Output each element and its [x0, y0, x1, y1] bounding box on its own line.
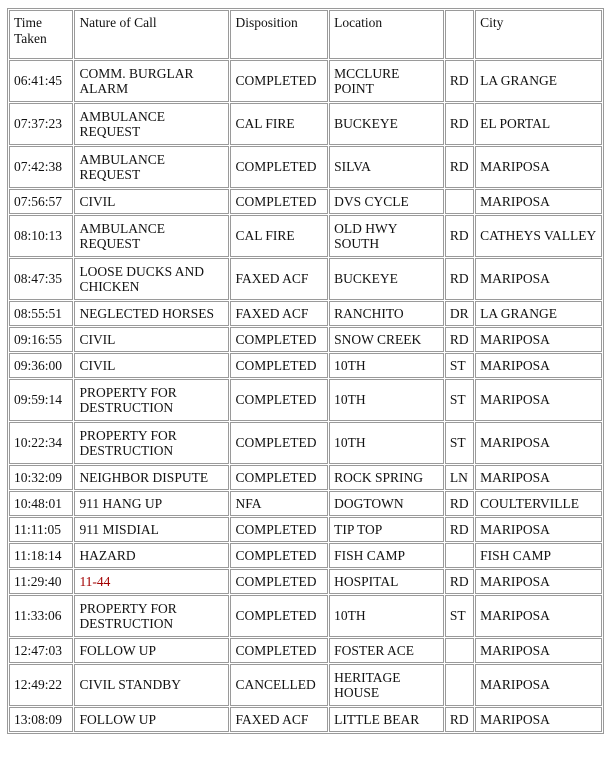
header-row [9, 10, 602, 59]
city-cell: MARIPOSA [475, 379, 602, 421]
street-suffix-cell: RD [445, 517, 474, 542]
disposition-cell: FAXED ACF [230, 258, 328, 300]
street-suffix-cell: ST [445, 353, 474, 378]
nature-cell: 911 HANG UP [74, 491, 229, 516]
location-cell: MCCLURE POINT [329, 60, 444, 102]
disposition-cell: CANCELLED [230, 664, 328, 706]
city-cell: MARIPOSA [475, 189, 602, 214]
nature-cell: CIVIL STANDBY [74, 664, 229, 706]
nature-cell: AMBULANCE REQUEST [74, 146, 229, 188]
column-header-street-suffix [445, 10, 474, 59]
table-row [9, 543, 602, 568]
time-cell: 11:29:40 [9, 569, 73, 594]
city-cell: CATHEYS VALLEY [475, 215, 602, 257]
table-row [9, 465, 602, 490]
time-cell: 11:18:14 [9, 543, 73, 568]
street-suffix-cell: LN [445, 465, 474, 490]
city-cell: MARIPOSA [475, 638, 602, 663]
street-suffix-cell [445, 638, 474, 663]
location-cell: FOSTER ACE [329, 638, 444, 663]
time-cell: 09:36:00 [9, 353, 73, 378]
nature-cell: CIVIL [74, 189, 229, 214]
location-cell: BUCKEYE [329, 103, 444, 145]
nature-cell: CIVIL [74, 327, 229, 352]
street-suffix-cell: RD [445, 215, 474, 257]
disposition-cell: CAL FIRE [230, 103, 328, 145]
location-cell: DVS CYCLE [329, 189, 444, 214]
nature-cell: FOLLOW UP [74, 638, 229, 663]
city-cell: FISH CAMP [475, 543, 602, 568]
nature-cell: 911 MISDIAL [74, 517, 229, 542]
street-suffix-cell: RD [445, 327, 474, 352]
time-cell: 12:47:03 [9, 638, 73, 663]
street-suffix-cell: ST [445, 379, 474, 421]
disposition-cell: COMPLETED [230, 327, 328, 352]
time-cell: 07:37:23 [9, 103, 73, 145]
column-header-disposition: Disposition [230, 10, 328, 59]
city-cell: LA GRANGE [475, 301, 602, 326]
nature-cell: HAZARD [74, 543, 229, 568]
call-log-table [7, 8, 604, 734]
nature-cell: COMM. BURGLAR ALARM [74, 60, 229, 102]
time-cell: 07:42:38 [9, 146, 73, 188]
street-suffix-cell [445, 664, 474, 706]
nature-cell: PROPERTY FOR DESTRUCTION [74, 595, 229, 637]
table-row [9, 60, 602, 102]
city-cell: MARIPOSA [475, 465, 602, 490]
disposition-cell: FAXED ACF [230, 301, 328, 326]
disposition-cell: COMPLETED [230, 422, 328, 464]
time-cell: 10:32:09 [9, 465, 73, 490]
disposition-cell: NFA [230, 491, 328, 516]
nature-cell: NEIGHBOR DISPUTE [74, 465, 229, 490]
location-cell: HERITAGE HOUSE [329, 664, 444, 706]
city-cell: MARIPOSA [475, 422, 602, 464]
table-row [9, 189, 602, 214]
street-suffix-cell: RD [445, 146, 474, 188]
nature-cell: LOOSE DUCKS AND CHICKEN [74, 258, 229, 300]
street-suffix-cell: RD [445, 60, 474, 102]
table-row [9, 569, 602, 594]
disposition-cell: FAXED ACF [230, 707, 328, 732]
city-cell: MARIPOSA [475, 327, 602, 352]
nature-cell: PROPERTY FOR DESTRUCTION [74, 422, 229, 464]
street-suffix-cell: DR [445, 301, 474, 326]
city-cell: MARIPOSA [475, 517, 602, 542]
street-suffix-cell: RD [445, 103, 474, 145]
city-cell: COULTERVILLE [475, 491, 602, 516]
time-cell: 11:11:05 [9, 517, 73, 542]
location-cell: LITTLE BEAR [329, 707, 444, 732]
disposition-cell: COMPLETED [230, 595, 328, 637]
location-cell: FISH CAMP [329, 543, 444, 568]
time-cell: 10:22:34 [9, 422, 73, 464]
call-log-body [9, 60, 602, 732]
location-cell: 10TH [329, 379, 444, 421]
location-cell: DOGTOWN [329, 491, 444, 516]
time-cell: 07:56:57 [9, 189, 73, 214]
table-row [9, 595, 602, 637]
disposition-cell: COMPLETED [230, 353, 328, 378]
table-row [9, 491, 602, 516]
street-suffix-cell: ST [445, 422, 474, 464]
city-cell: MARIPOSA [475, 664, 602, 706]
location-cell: ROCK SPRING [329, 465, 444, 490]
city-cell: EL PORTAL [475, 103, 602, 145]
disposition-cell: COMPLETED [230, 569, 328, 594]
table-row [9, 258, 602, 300]
table-row [9, 422, 602, 464]
street-suffix-cell: ST [445, 595, 474, 637]
street-suffix-cell: RD [445, 258, 474, 300]
table-row [9, 707, 602, 732]
location-cell: SNOW CREEK [329, 327, 444, 352]
location-cell: 10TH [329, 353, 444, 378]
disposition-cell: COMPLETED [230, 465, 328, 490]
city-cell: MARIPOSA [475, 258, 602, 300]
time-cell: 11:33:06 [9, 595, 73, 637]
city-cell: MARIPOSA [475, 353, 602, 378]
nature-cell: NEGLECTED HORSES [74, 301, 229, 326]
table-row [9, 638, 602, 663]
nature-cell: AMBULANCE REQUEST [74, 103, 229, 145]
nature-cell: FOLLOW UP [74, 707, 229, 732]
street-suffix-cell: RD [445, 569, 474, 594]
location-cell: TIP TOP [329, 517, 444, 542]
city-cell: LA GRANGE [475, 60, 602, 102]
location-cell: 10TH [329, 422, 444, 464]
disposition-cell: COMPLETED [230, 517, 328, 542]
location-cell: BUCKEYE [329, 258, 444, 300]
column-header-nature-of-call: Nature of Call [74, 10, 229, 59]
disposition-cell: CAL FIRE [230, 215, 328, 257]
time-cell: 10:48:01 [9, 491, 73, 516]
table-row [9, 103, 602, 145]
table-row [9, 327, 602, 352]
table-row [9, 215, 602, 257]
time-cell: 08:55:51 [9, 301, 73, 326]
time-cell: 13:08:09 [9, 707, 73, 732]
table-row [9, 146, 602, 188]
time-cell: 12:49:22 [9, 664, 73, 706]
time-cell: 09:59:14 [9, 379, 73, 421]
location-cell: SILVA [329, 146, 444, 188]
city-cell: MARIPOSA [475, 146, 602, 188]
disposition-cell: COMPLETED [230, 60, 328, 102]
city-cell: MARIPOSA [475, 595, 602, 637]
location-cell: OLD HWY SOUTH [329, 215, 444, 257]
street-suffix-cell [445, 189, 474, 214]
time-cell: 06:41:45 [9, 60, 73, 102]
column-header-city: City [475, 10, 602, 59]
table-row [9, 664, 602, 706]
location-cell: HOSPITAL [329, 569, 444, 594]
city-cell: MARIPOSA [475, 707, 602, 732]
location-cell: 10TH [329, 595, 444, 637]
nature-cell: PROPERTY FOR DESTRUCTION [74, 379, 229, 421]
time-cell: 09:16:55 [9, 327, 73, 352]
disposition-cell: COMPLETED [230, 543, 328, 568]
city-cell: MARIPOSA [475, 569, 602, 594]
table-row [9, 379, 602, 421]
street-suffix-cell: RD [445, 491, 474, 516]
disposition-cell: COMPLETED [230, 638, 328, 663]
nature-cell: AMBULANCE REQUEST [74, 215, 229, 257]
table-row [9, 517, 602, 542]
time-cell: 08:10:13 [9, 215, 73, 257]
column-header-time-taken: Time Taken [9, 10, 73, 59]
table-row [9, 301, 602, 326]
time-cell: 08:47:35 [9, 258, 73, 300]
nature-cell: 11-44 [74, 569, 229, 594]
disposition-cell: COMPLETED [230, 379, 328, 421]
street-suffix-cell [445, 543, 474, 568]
location-cell: RANCHITO [329, 301, 444, 326]
disposition-cell: COMPLETED [230, 189, 328, 214]
nature-cell: CIVIL [74, 353, 229, 378]
table-row [9, 353, 602, 378]
disposition-cell: COMPLETED [230, 146, 328, 188]
street-suffix-cell: RD [445, 707, 474, 732]
column-header-location: Location [329, 10, 444, 59]
